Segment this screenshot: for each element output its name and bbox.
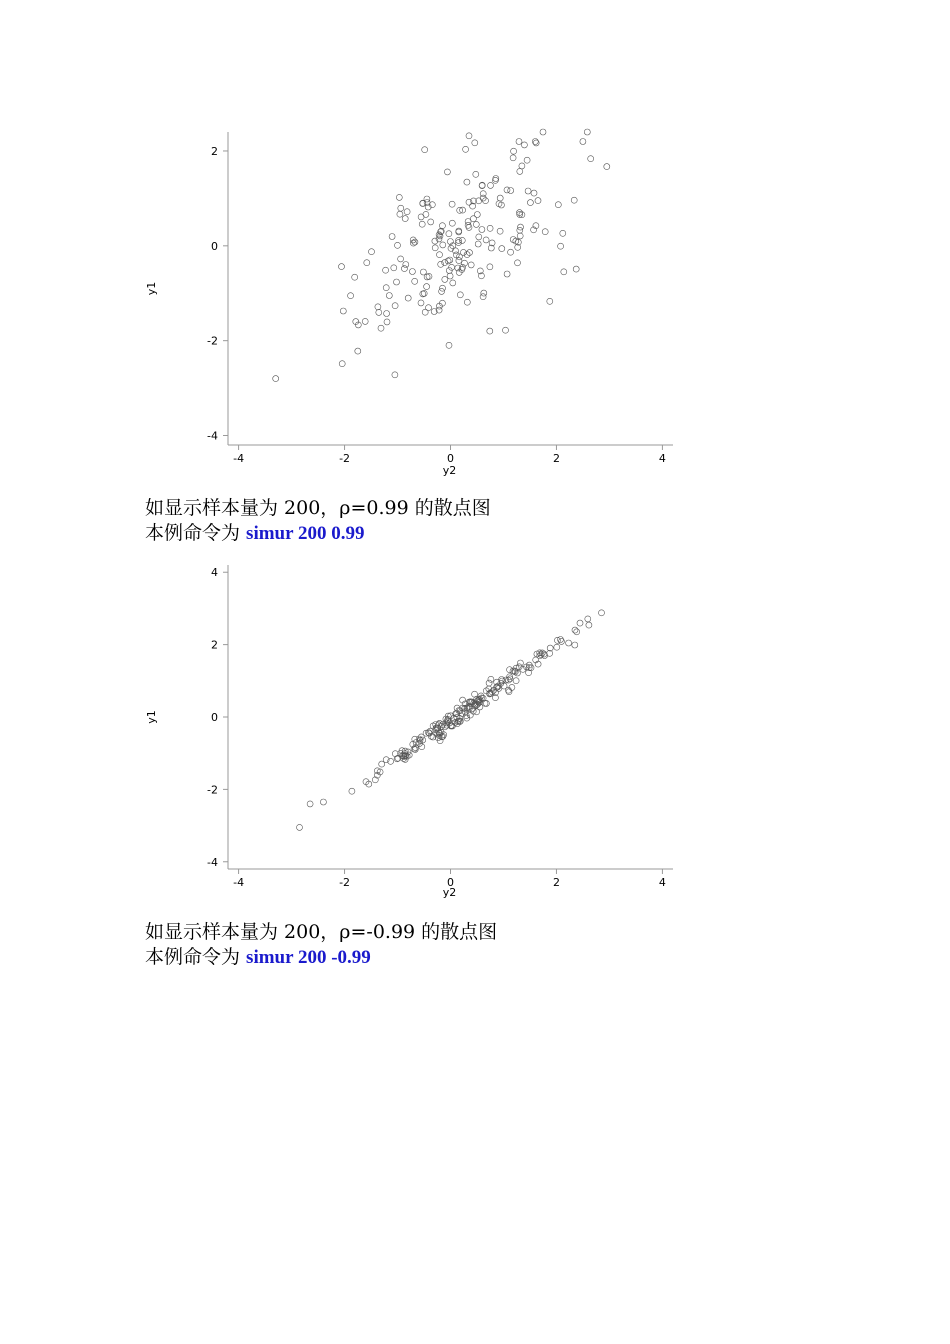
data-point — [508, 188, 514, 194]
data-point — [396, 194, 402, 200]
y-tick-label: 2 — [211, 638, 218, 652]
data-point — [364, 260, 370, 266]
scatter-plot-2 — [140, 555, 700, 905]
data-point — [449, 220, 455, 226]
data-point — [499, 246, 505, 252]
data-point — [437, 252, 443, 258]
data-point — [273, 376, 279, 382]
data-point — [423, 211, 429, 217]
data-point — [519, 163, 525, 169]
data-point — [515, 260, 521, 266]
x-tick-label: 4 — [658, 876, 666, 889]
data-point — [464, 299, 470, 305]
y-tick-label: 4 — [211, 566, 218, 580]
data-point — [428, 219, 434, 225]
scatter-plot-1-svg — [140, 122, 700, 484]
data-point — [468, 262, 474, 268]
data-point — [517, 168, 523, 174]
data-point — [391, 265, 397, 271]
data-point — [442, 724, 448, 730]
caption-1 — [145, 496, 491, 546]
data-point — [497, 228, 503, 234]
data-point — [440, 242, 446, 248]
data-point — [424, 284, 430, 290]
data-point — [571, 197, 577, 203]
data-point — [488, 676, 494, 682]
data-point — [488, 182, 494, 188]
data-point — [588, 156, 594, 162]
data-point — [483, 700, 489, 706]
caption-1-lead: 本例命令为 — [145, 522, 247, 544]
data-point — [524, 157, 530, 163]
x-tick-label: 2 — [552, 876, 560, 889]
x-tick-label: -4 — [233, 452, 245, 465]
scatter-plot-1 — [140, 122, 700, 484]
data-point — [320, 799, 326, 805]
data-point — [392, 372, 398, 378]
data-point — [402, 216, 408, 222]
data-point — [383, 267, 389, 273]
y-tick-label: -4 — [207, 429, 218, 443]
data-point — [297, 824, 303, 830]
data-point — [573, 266, 579, 272]
data-point — [422, 309, 428, 315]
data-point — [348, 293, 354, 299]
x-tick-label: 2 — [552, 452, 560, 465]
y-tick-label: 2 — [211, 144, 218, 158]
data-point — [440, 285, 446, 291]
data-point — [442, 260, 448, 266]
data-point — [418, 300, 424, 306]
x-axis-title: y2 — [442, 464, 457, 477]
data-point — [376, 309, 382, 315]
data-point — [465, 222, 471, 228]
y-tick-label: -2 — [207, 783, 218, 797]
data-point — [483, 198, 489, 204]
data-point — [604, 164, 610, 170]
data-point — [424, 196, 430, 202]
data-point — [401, 266, 407, 272]
data-point — [446, 342, 452, 348]
data-point — [375, 304, 381, 310]
data-point — [517, 660, 523, 666]
data-point — [527, 200, 533, 206]
data-point — [470, 216, 476, 222]
data-point — [444, 169, 450, 175]
data-point — [369, 249, 375, 255]
data-point — [457, 292, 463, 298]
y-tick-label: -2 — [207, 334, 218, 348]
data-point — [412, 278, 418, 284]
data-point — [467, 712, 473, 718]
caption-2-command-line — [145, 945, 497, 970]
data-point — [584, 129, 590, 135]
data-point — [398, 256, 404, 262]
y-tick-label: 0 — [211, 711, 218, 724]
data-point — [307, 801, 313, 807]
data-point — [482, 700, 488, 706]
data-point — [432, 245, 438, 251]
caption-2-text: 如显示样本量为 200，ρ=-0.99 的散点图 — [145, 921, 498, 943]
data-point — [449, 201, 455, 207]
data-point — [466, 133, 472, 139]
data-point — [379, 761, 385, 767]
data-point — [558, 243, 564, 249]
data-point — [479, 182, 485, 188]
data-point — [555, 202, 561, 208]
data-point — [521, 142, 527, 148]
data-point — [464, 179, 470, 185]
data-point — [355, 348, 361, 354]
data-point — [513, 678, 519, 684]
data-point — [395, 242, 401, 248]
x-tick-label: 4 — [658, 452, 666, 465]
data-point — [384, 311, 390, 317]
data-point — [472, 140, 478, 146]
data-point — [486, 680, 492, 686]
data-point — [473, 221, 479, 227]
data-point — [517, 233, 523, 239]
data-point — [599, 610, 605, 616]
y-axis-title: y1 — [145, 710, 158, 724]
data-point — [405, 295, 411, 301]
data-point — [339, 361, 345, 367]
y-axis-title: y1 — [145, 281, 158, 296]
data-point — [554, 644, 560, 650]
data-point — [572, 627, 578, 633]
x-tick-label: 0 — [447, 876, 454, 889]
data-point — [577, 620, 583, 626]
data-point — [392, 303, 398, 309]
data-point — [586, 622, 592, 628]
data-point — [409, 269, 415, 275]
y-tick-label: -4 — [207, 855, 218, 869]
data-point — [572, 642, 578, 648]
data-point — [403, 262, 409, 268]
data-point — [450, 280, 456, 286]
data-point — [540, 129, 546, 135]
data-point — [580, 139, 586, 145]
data-point — [487, 225, 493, 231]
x-axis-title: y2 — [442, 886, 457, 899]
data-points — [273, 129, 610, 382]
data-point — [404, 209, 410, 215]
data-point — [508, 249, 514, 255]
caption-2 — [145, 920, 497, 970]
data-point — [504, 271, 510, 277]
data-point — [503, 327, 509, 333]
caption-2-lead: 本例命令为 — [145, 946, 247, 968]
caption-1-command: simur 200 0.99 — [246, 523, 365, 544]
data-point — [442, 276, 448, 282]
caption-1-command-line — [145, 521, 491, 546]
data-point — [533, 140, 539, 146]
data-point — [510, 155, 516, 161]
data-point — [511, 148, 517, 154]
data-point — [383, 285, 389, 291]
data-point — [480, 191, 486, 197]
data-point — [349, 788, 355, 794]
data-point — [447, 273, 453, 279]
data-point — [463, 146, 469, 152]
caption-1-text: 如显示样本量为 200，ρ=0.99 的散点图 — [145, 497, 491, 519]
caption-2-command: simur 200 -0.99 — [246, 947, 371, 968]
data-point — [438, 261, 444, 267]
data-point — [446, 231, 452, 237]
x-tick-label: -2 — [339, 876, 351, 889]
data-point — [487, 264, 493, 270]
data-point — [525, 188, 531, 194]
data-point — [561, 269, 567, 275]
data-point — [481, 290, 487, 296]
x-tick-label: -2 — [339, 452, 351, 465]
data-point — [547, 298, 553, 304]
data-point — [419, 221, 425, 227]
data-point — [535, 198, 541, 204]
data-point — [397, 211, 403, 217]
data-point — [386, 293, 392, 299]
data-point — [419, 744, 425, 750]
data-point — [483, 237, 489, 243]
x-tick-label: 0 — [447, 452, 454, 465]
data-point — [398, 205, 404, 211]
data-point — [340, 308, 346, 314]
data-point — [384, 319, 390, 325]
data-point — [389, 234, 395, 240]
data-point — [542, 229, 548, 235]
x-tick-label: -4 — [233, 876, 245, 889]
data-point — [339, 264, 345, 270]
data-point — [473, 171, 479, 177]
data-point — [476, 234, 482, 240]
scatter-plot-2-svg — [140, 555, 700, 905]
data-point — [426, 305, 432, 311]
y-tick-label: 0 — [211, 239, 218, 253]
data-point — [479, 227, 485, 233]
data-point — [516, 139, 522, 145]
data-point — [352, 274, 358, 280]
data-point — [422, 147, 428, 153]
data-point — [566, 640, 572, 646]
data-points — [297, 610, 605, 831]
data-point — [487, 328, 493, 334]
data-point — [378, 325, 384, 331]
data-point — [362, 318, 368, 324]
data-point — [497, 195, 503, 201]
data-point — [394, 279, 400, 285]
data-point — [585, 616, 591, 622]
data-point — [574, 629, 580, 635]
data-point — [560, 230, 566, 236]
data-point — [531, 190, 537, 196]
data-point — [439, 223, 445, 229]
data-point — [475, 241, 481, 247]
